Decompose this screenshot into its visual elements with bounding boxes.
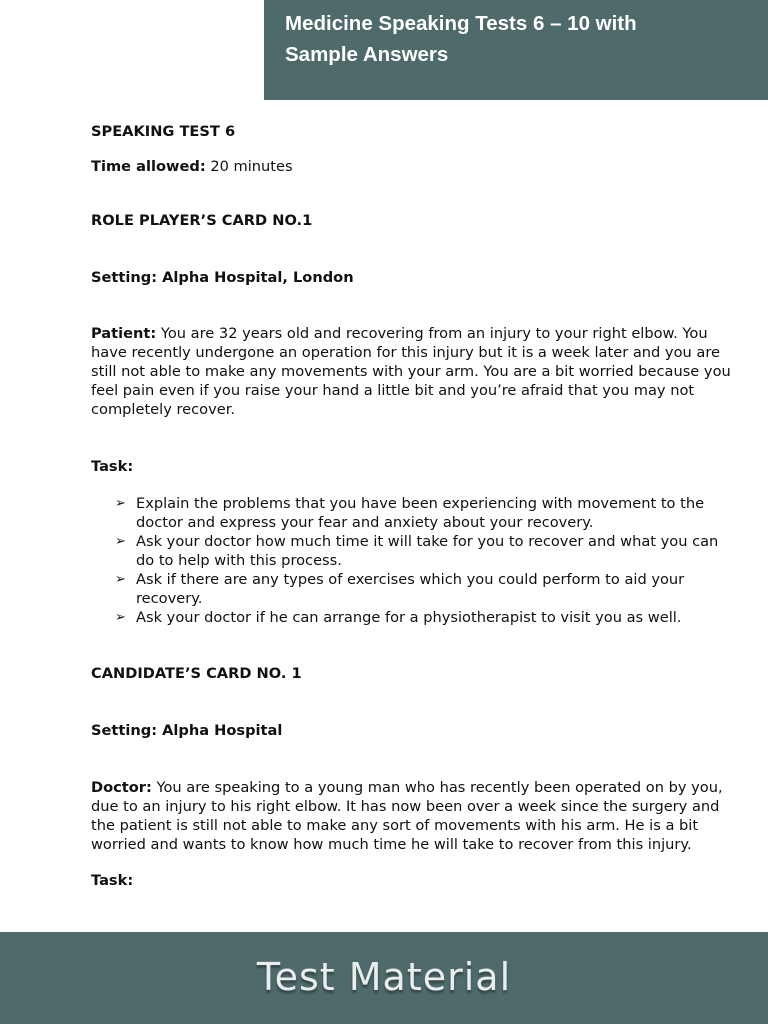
footer-banner: [0, 932, 768, 1024]
list-item: [115, 494, 731, 532]
footer-text: Test Material: [256, 955, 512, 999]
role-player-setting: Setting: Alpha Hospital, London: [91, 269, 354, 286]
time-allowed-value: 20 minutes: [210, 158, 293, 175]
candidate-card-heading: CANDIDATE’S CARD NO. 1: [91, 665, 302, 682]
test-title: SPEAKING TEST 6: [91, 123, 236, 140]
list-item: [115, 608, 731, 627]
time-allowed: [91, 157, 731, 176]
role-player-task-label: Task:: [91, 458, 134, 475]
task-text: Ask your doctor how much time it will take for you to recover and what you can do to help with this process.: [136, 533, 719, 569]
list-item: [115, 570, 731, 608]
arrow-bullet-icon: ➢: [115, 496, 126, 511]
doctor-paragraph: [91, 778, 731, 854]
document-title-line2: Sample Answers: [285, 43, 449, 66]
task-text: Explain the problems that you have been experiencing with movement to the doctor and express your fear and anxiety about your recovery.: [136, 495, 705, 531]
time-allowed-label: Time allowed:: [91, 158, 206, 175]
patient-paragraph: [91, 324, 731, 419]
candidate-setting: Setting: Alpha Hospital: [91, 722, 283, 739]
doctor-label: Doctor:: [91, 779, 152, 796]
candidate-task-label: Task:: [91, 872, 134, 889]
arrow-bullet-icon: ➢: [115, 572, 126, 587]
document-body: [91, 118, 731, 890]
task-text: Ask if there are any types of exercises which you could perform to aid your recovery.: [136, 571, 685, 607]
role-player-card-heading: ROLE PLAYER’S CARD NO.1: [91, 212, 313, 229]
list-item: [115, 532, 731, 570]
document-title-line1: Medicine Speaking Tests 6 – 10 with: [285, 12, 637, 35]
document-title: [285, 8, 748, 70]
patient-text: You are 32 years old and recovering from an injury to your right elbow. You have recently undergone an operation for this injury but it is a week later and you are still not able to make any movements with your arm. You are a bit worried because you feel pain even if you raise your hand a little bit and you’re afraid that you may not completely recover.: [91, 325, 731, 418]
task-list: [91, 494, 731, 627]
header-banner: [264, 0, 768, 100]
patient-label: Patient:: [91, 325, 157, 342]
doctor-text: You are speaking to a young man who has recently been operated on by you, due to an injury to his right elbow. It has now been over a week since the surgery and the patient is still not able to make any sort of movements with his arm. He is a bit worried and wants to know how much time he will take to recover from this injury.: [91, 779, 723, 853]
arrow-bullet-icon: ➢: [115, 534, 126, 549]
task-text: Ask your doctor if he can arrange for a physiotherapist to visit you as well.: [136, 609, 682, 626]
arrow-bullet-icon: ➢: [115, 610, 126, 625]
